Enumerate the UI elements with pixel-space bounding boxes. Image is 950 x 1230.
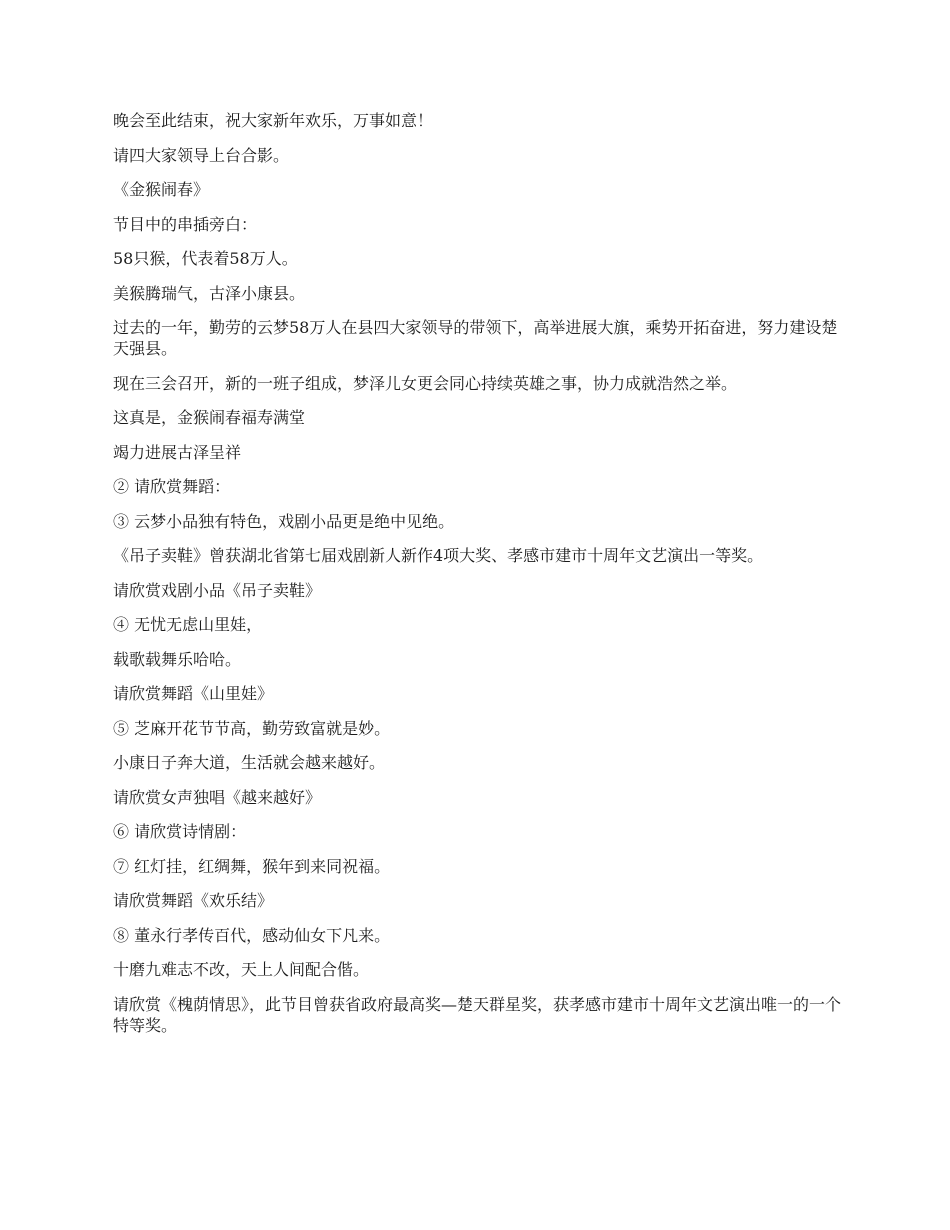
paragraph: 请欣赏女声独唱《越来越好》 — [113, 787, 322, 807]
paragraph-narration-heading: 节目中的串插旁白： — [113, 214, 258, 234]
paragraph: 请欣赏《槐荫情思》，此节目曾获省政府最高奖—楚天群星奖，获孝感市建市十周年文艺演出唯一的一个特等奖。 — [113, 994, 842, 1035]
paragraph-item-4: ④ 无忧无虑山里娃， — [113, 615, 263, 634]
paragraph: 请欣赏舞蹈《山里娃》 — [113, 684, 274, 703]
paragraph-program-title: 《金猴闹春》 — [113, 180, 210, 199]
paragraph-group-photo: 请四大家领导上台合影。 — [113, 145, 290, 165]
paragraph: 载歌载舞乐哈哈。 — [113, 649, 242, 669]
paragraph-item-3: ③ 云梦小品独有特色，戏剧小品更是绝中见绝。 — [113, 511, 455, 531]
document-page — [113, 110, 841, 1049]
paragraph: 美猴腾瑞气，古泽小康县。 — [113, 283, 306, 303]
paragraph: 58只猴，代表着58万人。 — [113, 249, 298, 268]
paragraph-item-5: ⑤ 芝麻开花节节高，勤劳致富就是妙。 — [113, 718, 391, 738]
paragraph-item-2: ② 请欣赏舞蹈： — [113, 477, 231, 496]
paragraph-item-8: ⑧ 董永行孝传百代，感动仙女下凡来。 — [113, 925, 391, 945]
paragraph: 小康日子奔大道，生活就会越来越好。 — [113, 753, 386, 772]
paragraph: 十磨九难志不改，天上人间配合偕。 — [113, 960, 370, 979]
paragraph-closing: 晚会至此结束，祝大家新年欢乐，万事如意！ — [113, 111, 434, 130]
paragraph: 《吊子卖鞋》曾获湖北省第七届戏剧新人新作4项大奖、孝感市建市十周年文艺演出一等奖。 — [113, 546, 764, 565]
paragraph: 过去的一年，勤劳的云梦58万人在县四大家领导的带领下，高举进展大旗，乘势开拓奋进，努力建设楚天强县。 — [113, 318, 838, 358]
paragraph: 请欣赏戏剧小品《吊子卖鞋》 — [113, 580, 322, 600]
paragraph: 请欣赏舞蹈《欢乐结》 — [113, 891, 274, 910]
paragraph-item-6: ⑥ 请欣赏诗情剧： — [113, 822, 247, 841]
paragraph: 竭力进展古泽呈祥 — [113, 442, 242, 462]
paragraph: 这真是，金猴闹春福寿满堂 — [113, 408, 306, 427]
paragraph: 现在三会召开，新的一班子组成，梦泽儿女更会同心持续英雄之事，协力成就浩然之举。 — [113, 373, 738, 393]
paragraph-item-7: ⑦ 红灯挂，红绸舞，猴年到来同祝福。 — [113, 856, 391, 876]
